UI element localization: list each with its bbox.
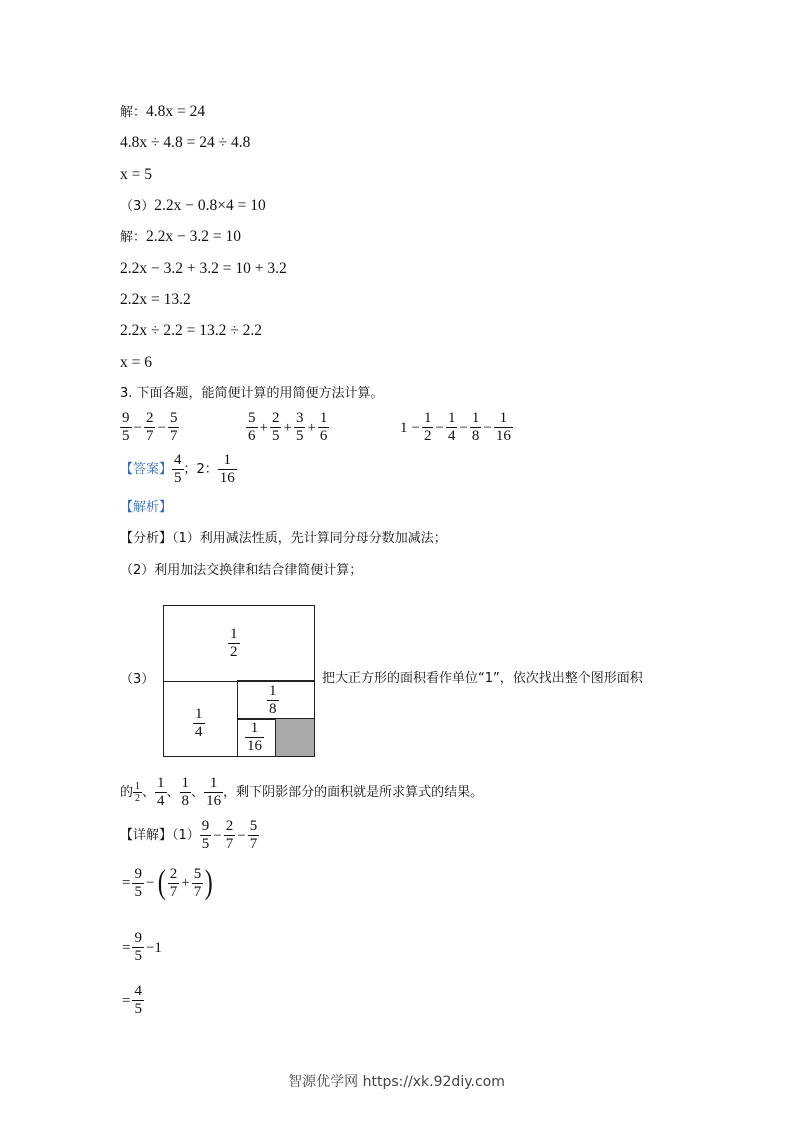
answer-tag: 【答案】 [120, 461, 173, 477]
fraction: $\frac{5}{7}$ [169, 410, 178, 444]
fraction: $\frac{1}{8}$ [471, 410, 480, 444]
line-9: x = 6 [120, 354, 152, 371]
problem-3: 1 − $\frac{1}{2}$ − $\frac{1}{4}$ − $\frac{1}{8}$ − $\frac{1}{16}$ [400, 410, 511, 444]
fraction: $\frac{1}{6}$ [319, 410, 328, 444]
fraction: $\frac{1}{2}$ [135, 781, 141, 804]
fraction: $\frac{2}{7}$ [145, 410, 154, 444]
analysis-line-4: 的 $\frac{1}{2}$ 、 $\frac{1}{4}$ 、 $\frac{1}{8}$ 、 $\frac{1}{16}$ ，剩下阴影部分的面积就是所求算式的结果。 [120, 775, 484, 809]
line-6: 2.2x − 3.2 + 3.2 = 10 + 3.2 [120, 260, 287, 277]
fraction: $\frac{2}{5}$ [271, 410, 280, 444]
detail-line-3: = $\frac{9}{5}$ −1 [122, 930, 162, 964]
footer-watermark: 智源优学网 https://xk.92diy.com [288, 1074, 505, 1090]
question-title: 3. 下面各题，能简便计算的用简便方法计算。 [120, 386, 384, 401]
detail-line-4: = $\frac{4}{5}$ [122, 983, 142, 1017]
fraction: $\frac{1}{4}$ [157, 775, 165, 809]
fraction: $\frac{1}{2}$ [423, 410, 432, 444]
analysis-line-1: 【分析】（1）利用减法性质，先计算同分母分数加减法； [120, 531, 447, 546]
fraction: $\frac{2}{7}$ [169, 865, 178, 900]
problem-1: $\frac{9}{5}$ − $\frac{2}{7}$ − $\frac{5}{7}$ [122, 410, 178, 444]
fraction: $\frac{3}{5}$ [295, 410, 304, 444]
analysis-3-text: 把大正方形的面积看作单位“1”，依次找出整个图形面积 [322, 671, 643, 686]
fraction: $\frac{4}{5}$ [134, 983, 142, 1017]
line-2: 4.8x ÷ 4.8 = 24 ÷ 4.8 [120, 134, 251, 151]
answer-line: 【答案】 $\frac{4}{5}$ ；2： $\frac{1}{16}$ [120, 452, 235, 486]
line-3: x = 5 [120, 166, 152, 183]
fraction: $\frac{1}{16}$ [495, 410, 511, 444]
fraction: $\frac{1}{16}$ [219, 452, 235, 486]
line-4: （3）2.2x − 0.8×4 = 10 [120, 197, 266, 214]
line-1: 解：4.8x = 24 [120, 103, 206, 120]
detail-line-1: 【详解】（1） $\frac{9}{5}$ − $\frac{2}{7}$ − $\frac{5}{7}$ [120, 818, 258, 852]
fraction: $\frac{9}{5}$ [134, 930, 142, 964]
fraction-quarter: $\frac{1}{4}$ [195, 706, 203, 740]
fraction: $\frac{9}{5}$ [122, 410, 130, 444]
fraction: $\frac{1}{8}$ [181, 775, 190, 809]
fraction-eighth: $\frac{1}{8}$ [269, 683, 277, 717]
fraction: $\frac{1}{16}$ [206, 775, 222, 809]
fraction: $\frac{5}{7}$ [249, 818, 258, 852]
fraction: $\frac{5}{6}$ [248, 410, 256, 444]
fraction: $\frac{2}{7}$ [225, 818, 234, 852]
fraction-half: $\frac{1}{2}$ [230, 626, 238, 660]
fraction: $\frac{4}{5}$ [174, 452, 182, 486]
analysis-3-label: （3） [120, 672, 155, 687]
fraction-sixteenth: $\frac{1}{16}$ [247, 720, 262, 754]
shaded-region [275, 718, 315, 757]
fraction: $\frac{9}{5}$ [201, 818, 210, 852]
detail-line-2: = $\frac{9}{5}$ − ( $\frac{2}{7}$ + $\frac{5}{7}$ ) [122, 864, 213, 901]
fraction: $\frac{1}{4}$ [447, 410, 456, 444]
problem-2: $\frac{5}{6}$ + $\frac{2}{5}$ + $\frac{3}{5}$ + $\frac{1}{6}$ [248, 410, 328, 444]
line-5: 解：2.2x − 3.2 = 10 [120, 228, 241, 245]
line-8: 2.2x ÷ 2.2 = 13.2 ÷ 2.2 [120, 322, 263, 339]
line-7: 2.2x = 13.2 [120, 291, 191, 308]
analysis-tag: 【解析】 [120, 500, 173, 515]
analysis-line-2: （2）利用加法交换律和结合律简便计算； [120, 563, 363, 578]
fraction: $\frac{5}{7}$ [193, 865, 202, 900]
fraction: $\frac{9}{5}$ [134, 865, 142, 900]
